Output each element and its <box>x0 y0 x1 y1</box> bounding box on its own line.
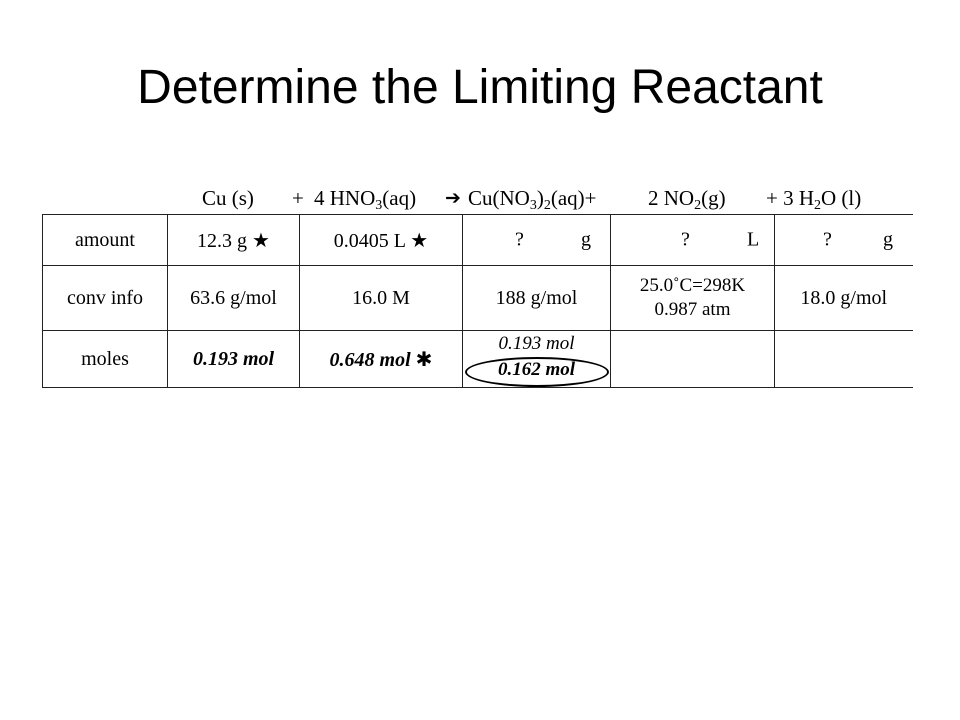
cell-amount-hno3: 0.0405 L ★ <box>300 215 463 266</box>
cell-conv-no2: 25.0˚C=298K 0.987 atm <box>611 266 775 331</box>
cell-moles-cu: 0.193 mol <box>168 331 300 388</box>
cell-moles-cuno3: 0.193 mol 0.162 mol <box>463 331 611 388</box>
cell-conv-h2o: 18.0 g/mol <box>775 266 913 331</box>
stoichiometry-table <box>42 214 913 388</box>
cell-moles-hno3: 0.648 mol ✱ <box>300 331 463 388</box>
eq-hno3: 4 $HNO_3(aq)$ <box>314 186 417 213</box>
eq-no2: 2 $NO_2(g)$ <box>648 186 726 213</box>
cell-amount-cuno3: ? g <box>463 215 611 266</box>
table-row-moles <box>43 331 913 388</box>
cell-moles-no2 <box>611 331 775 388</box>
slide-title: Determine the Limiting Reactant <box>137 61 823 114</box>
cell-moles-h2o <box>775 331 913 388</box>
table-row-amount <box>43 215 913 266</box>
eq-cu: Cu (s) <box>202 186 254 210</box>
eq-plus: + <box>292 186 304 210</box>
circle-mark <box>465 357 609 387</box>
cell-conv-hno3: 16.0 M <box>300 266 463 331</box>
eq-arrow-icon: ➔ <box>445 187 461 209</box>
table-row-conv <box>43 266 913 331</box>
row-label-conv: conv info <box>43 266 168 331</box>
cell-conv-cuno3: 188 g/mol <box>463 266 611 331</box>
star-icon: ★ <box>410 227 429 252</box>
cell-amount-cu: 12.3 g ★ <box>168 215 300 266</box>
cell-amount-h2o: ? g <box>775 215 913 266</box>
limiting-value: 0.162 mol <box>497 359 576 380</box>
eq-h2o: + 3 $H_2O$ (l) <box>766 186 862 213</box>
chemical-equation <box>0 186 960 216</box>
row-label-moles: moles <box>43 331 168 388</box>
asterisk-icon: ✱ <box>415 346 433 371</box>
eq-cuno3: $Cu(NO_3)_2(aq)+$ <box>468 186 597 213</box>
cell-conv-cu: 63.6 g/mol <box>168 266 300 331</box>
star-icon: ★ <box>252 227 270 252</box>
row-label-amount: amount <box>43 215 168 266</box>
cell-amount-no2: ? L <box>611 215 775 266</box>
